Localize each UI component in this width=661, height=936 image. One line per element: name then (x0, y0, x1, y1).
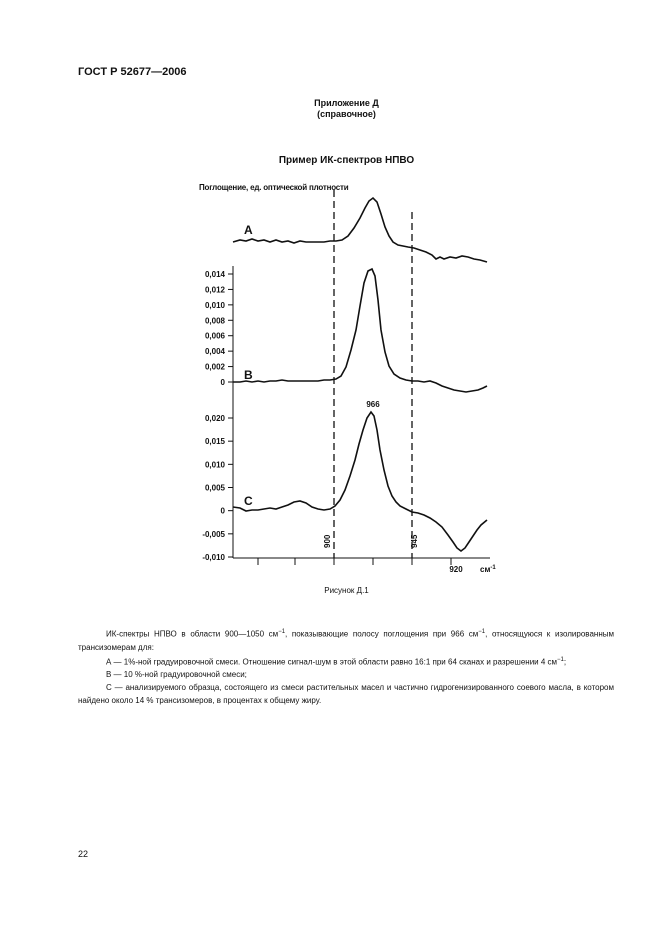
figure-title: Пример ИК-спектров НПВО (278, 155, 415, 166)
panel-c-y-tick-label-0: 0,020 (204, 414, 225, 423)
panel-b-y-tick-label-2: 0,010 (204, 300, 225, 310)
spectrum-b-line (233, 269, 487, 392)
item-a-text: А — 1%-ной градуировочной смеси. Отношение сигнал-шум в этой области равно 16:1 при 64 сканах и разрешении 4 см (106, 657, 558, 667)
peak-label-966: 966 (366, 400, 380, 409)
panel-c-y-tick-label-1: 0,015 (204, 437, 225, 447)
x-tick-label-920: 920 (449, 565, 463, 574)
standard-header: ГОСТ Р 52677—2006 (78, 66, 187, 78)
panel-b-y-tick-label-7: 0 (220, 378, 225, 387)
intro-text-3: , относящуюся к изолированным трансизомерам для: (78, 629, 614, 652)
appendix-title: Приложение Д (314, 98, 379, 108)
panel-b-label: B (244, 368, 253, 382)
appendix-subtitle: (справочное) (317, 109, 376, 119)
y-axis-label: Поглощение, ед. оптической плотности (199, 183, 349, 192)
item-a-end: ; (563, 657, 567, 667)
vline-label-900: 900 (323, 534, 332, 548)
item-a (78, 654, 614, 669)
intro-text-1: ИК-спектры НПВО в области 900—1050 см (106, 629, 279, 639)
panel-c-y-tick-label-5: -0,005 (202, 529, 225, 539)
panel-b-y-tick-label-0: 0,014 (204, 270, 225, 279)
vline-label-945: 945 (410, 534, 419, 548)
panel-c-y-tick-label-3: 0,005 (204, 483, 225, 493)
panel-b-y-tick-label-1: 0,012 (204, 285, 225, 295)
panel-c-y-tick-label-4: 0 (220, 506, 225, 516)
panel-b-y-tick-label-3: 0,008 (204, 316, 225, 326)
panel-c-y-tick-label-2: 0,010 (204, 460, 225, 470)
item-a-sup: −1 (557, 656, 564, 663)
intro-sup-2: −1 (478, 629, 486, 635)
spectrum-a-line (233, 198, 487, 262)
figure-description (78, 626, 614, 707)
item-b: В — 10 %-ной градуировочной смеси; (106, 670, 247, 680)
panel-c-y-tick-label-6: -0,010 (202, 553, 225, 562)
panel-b-y-tick-label-6: 0,002 (204, 362, 225, 372)
panel-b-y-tick-label-4: 0,006 (204, 331, 225, 341)
item-c: С — анализируемого образца, состоящего из смеси растительных масел и частично гидрогенизированного соевого масла, в котором найдено около 14 % трансизомеров, в процентах к общему жиру. (78, 683, 614, 706)
panel-c-label: C (244, 494, 253, 508)
intro-paragraph (78, 626, 614, 654)
spectrum-c-line (233, 412, 487, 551)
x-unit-label: $см^{-1}$ (480, 565, 496, 574)
intro-sup-1: −1 (278, 629, 286, 635)
intro-text-2: , показывающие полосу поглощения при 966 см (285, 629, 479, 639)
panel-b-y-tick-label-5: 0,004 (204, 347, 225, 357)
figure-caption: Рисунок Д.1 (324, 586, 369, 595)
panel-a-label: A (244, 223, 253, 237)
page-number: 22 (78, 849, 89, 859)
